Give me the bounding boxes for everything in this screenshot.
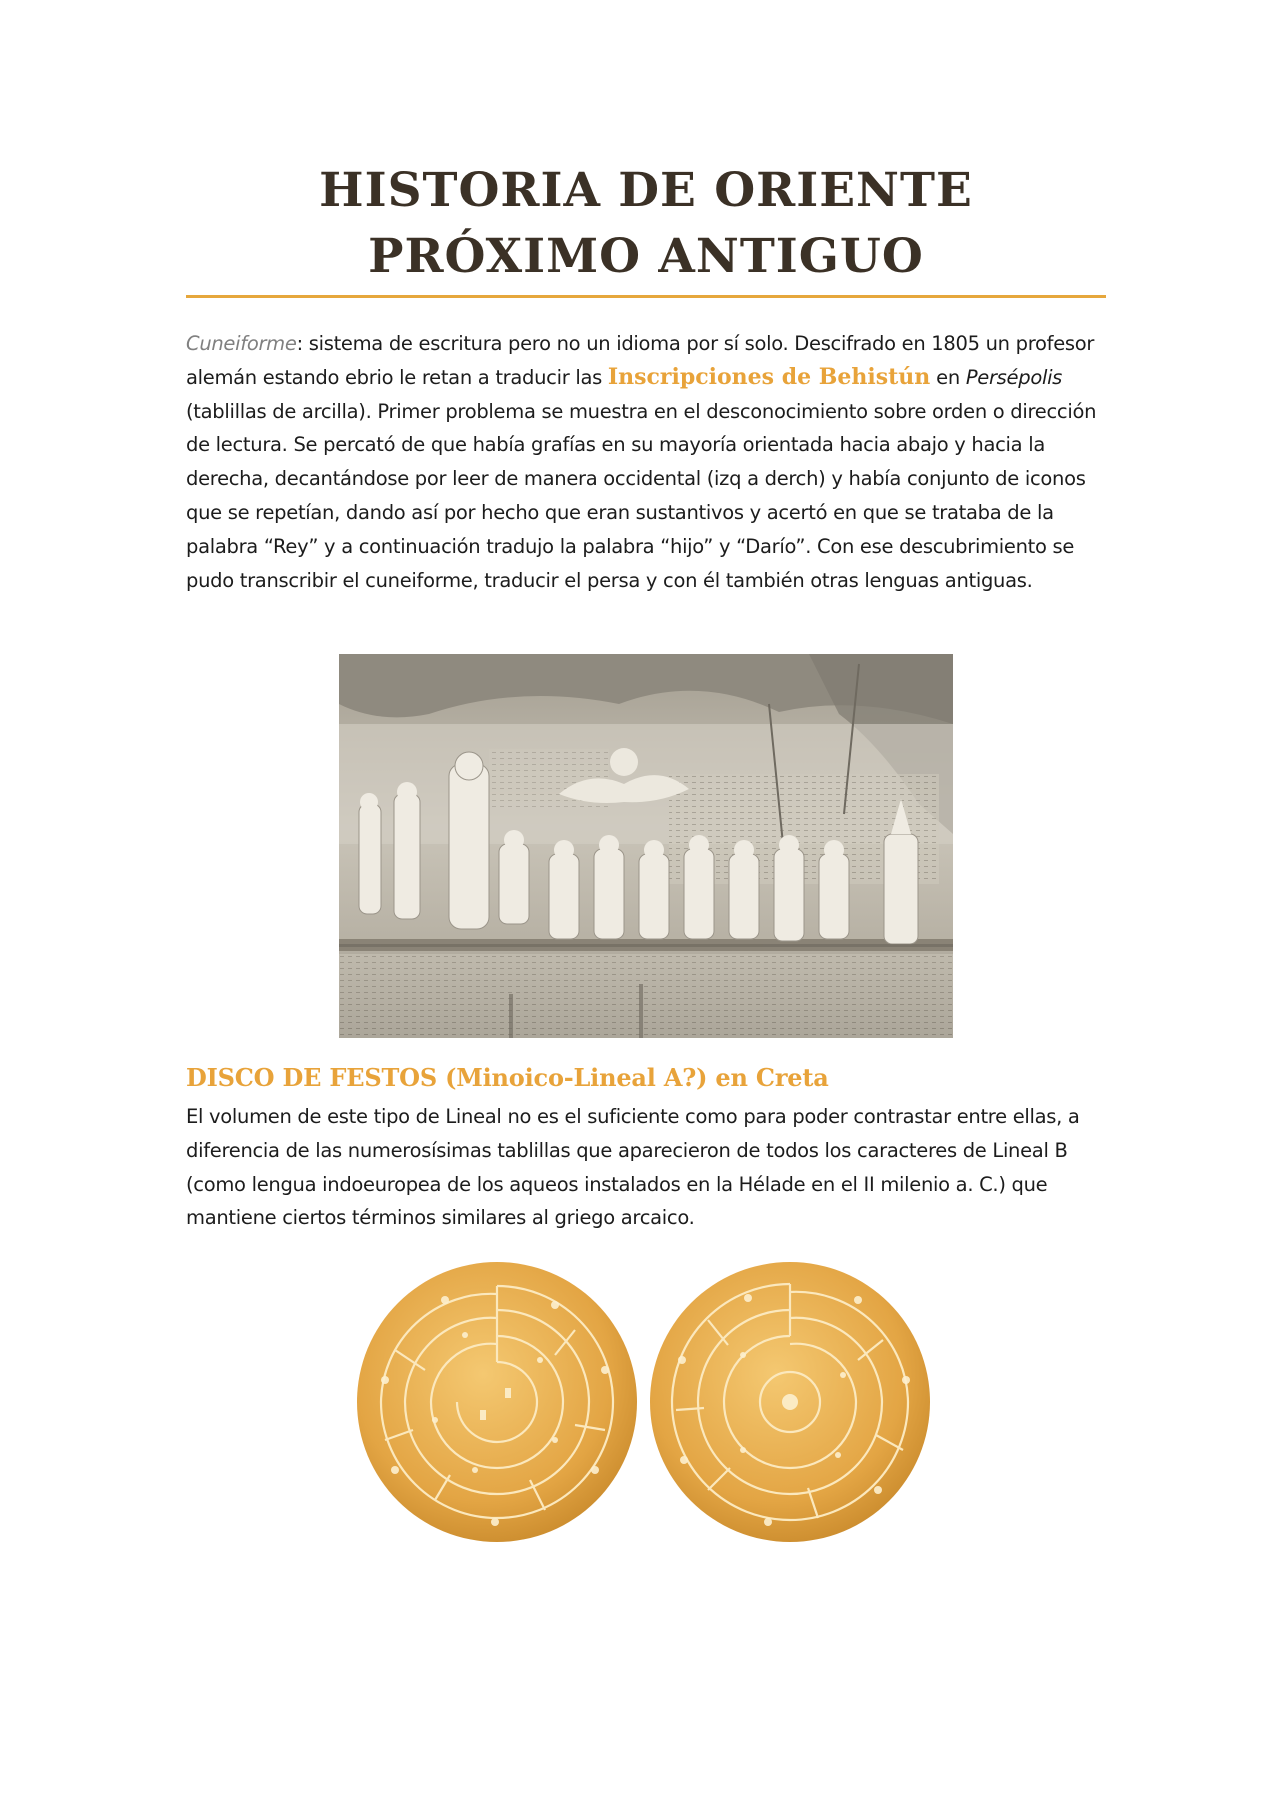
- paragraph-text-a: : sistema de escritura pero no un idioma por sí solo. Descifrado en 1805 un profesor alemán estando ebrio le retan a traducir las: [186, 332, 1095, 389]
- section-heading-phaistos: DISCO DE FESTOS (Minoico-Lineal A?) en Creta: [186, 1063, 829, 1092]
- place-persepolis: Persépolis: [965, 365, 1063, 389]
- behistun-relief-image: [339, 654, 953, 1038]
- highlight-behistun: Inscripciones de Behistún: [607, 363, 931, 390]
- title-divider: [186, 295, 1106, 298]
- paragraph-text-b: en: [930, 365, 966, 389]
- page-title: HISTORIA DE ORIENTE PRÓXIMO ANTIGUO: [319, 163, 973, 284]
- term-cuneiforme: Cuneiforme: [186, 332, 297, 355]
- phaistos-paragraph: El volumen de este tipo de Lineal no es el suficiente como para poder contrastar entre ellas, a diferencia de las numerosísimas tablillas que aparecieron de todos los caracteres de Lineal B (como lengua indoeuropea de los aqueos instalados en la Hélade en el II milenio a. C.) que mantiene ciertos términos similares al griego arcaico.: [186, 1105, 1080, 1230]
- phaistos-disc-side-b-image: [648, 1260, 932, 1544]
- paragraph-text-c: (tablillas de arcilla). Primer problema se muestra en el desconocimiento sobre orden o dirección de lectura. Se percató de que había grafías en su mayoría orientada hacia abajo y hacia la derecha, decantándose por leer de manera occidental (izq a derch) y había conjunto de iconos que se repetían, dando así por hecho que eran sustantivos y acertó en que se trataba de la palabra “Rey” y a continuación tradujo la palabra “hijo” y “Darío”. Con ese descubrimiento se pudo transcribir el cuneiforme, traducir el persa y con él también otras lenguas antiguas.: [186, 399, 1097, 592]
- cuneiform-paragraph: [186, 327, 1106, 597]
- phaistos-disc-side-a-image: [355, 1260, 639, 1544]
